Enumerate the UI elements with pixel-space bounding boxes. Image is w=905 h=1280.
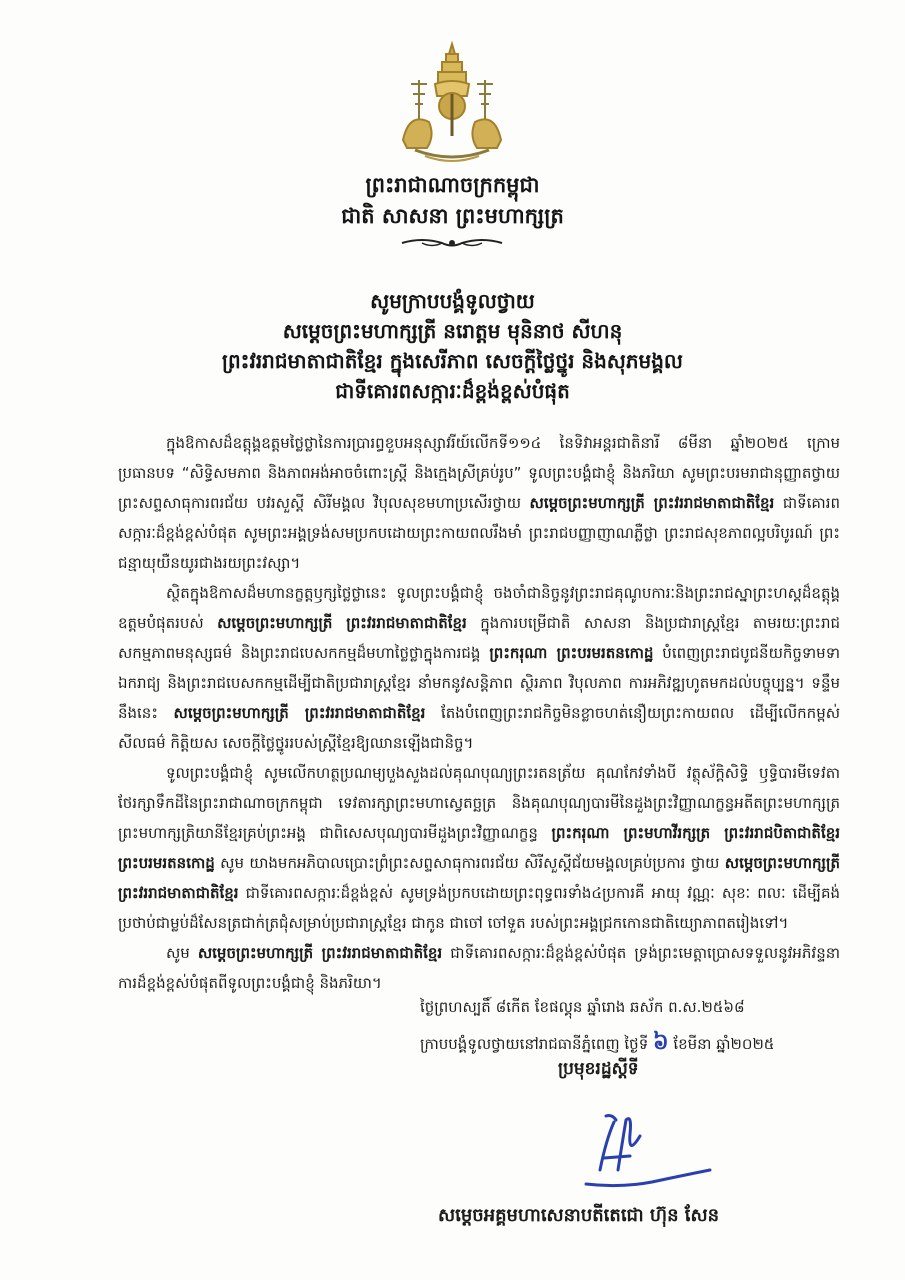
paragraph-3: ទូលព្រះបង្គំជាខ្ញុំ សូមលើកហត្ថប្រណម្យបួងសួងដល់គុណបុណ្យព្រះរតនត្រ័យ គុណកែវទាំងបី វត្ថុស័ក្តិសិទ្ធិ ឫទ្ធិបារមីទេវតាថែរក្សាទឹកដីនៃព្រះរាជាណាចក្រកម្ពុជា ទេវតារក្សាព្រះមហាស្វេតច្ឆត្រ និងគុណបុណ្យបារមីនៃដួងព្រះវិញ្ញាណក្ខន្ធអតីតព្រះមហាក្សត្រ ព្រះមហាក្សត្រិយានីខ្មែរគ្រប់ព្រះអង្គ ជាពិសេសបុណ្យបារមីដួងព្រះវិញ្ញាណក្ខន្ធ ព្រះករុណា ព្រះមហាវីរក្សត្រ ព្រះវររាជបិតាជាតិខ្មែរ ព្រះបរមរតនកោដ្ឋ សូម យាងមកអភិបាលប្រោះព្រំព្រះសព្ទសាធុការពរជ័យ សិរីសួស្តីជ័យមង្គលគ្រប់ប្រការ ថ្វាយ សម្តេចព្រះមហាក្សត្រី ព្រះវររាជមាតាជាតិខ្មែរ ជាទីគោរពសក្ការៈដ៏ខ្ពង់ខ្ពស់ សូមទ្រង់ប្រកបដោយព្រះពុទ្ធពរទាំង៤ប្រការគឺ អាយុ វណ្ណៈ សុខៈ ពលៈ ដើម្បីគង់ប្រថាប់ជាម្លប់ដ៏សែនត្រជាក់ត្រជុំសម្រាប់ប្រជារាស្ត្រខ្មែរ ជាកូន ជាចៅ ចៅទួត របស់ព្រះអង្គជ្រកកោនជាតិយ្យោភាពតរៀងទៅ។ [118, 764, 840, 932]
signature-icon [560, 1100, 740, 1190]
place-and-date: ក្រាបបង្គំទូលថ្វាយនៅរាជធានីភ្នំពេញ ថ្ងៃទី ៦ ខែមីនា ឆ្នាំ២០២៥ [420, 1029, 775, 1055]
letter-body [118, 428, 840, 998]
salutation-line: សូមក្រាបបង្គំទូលថ្វាយ [370, 289, 535, 313]
paragraph-2: ស្ថិតក្នុងឱកាសដ៏មហានក្ខត្តឫក្សថ្លៃថ្លានេះ ទូលព្រះបង្គំជាខ្ញុំ ចងចាំជានិច្ចនូវព្រះរាជគុណូបការៈនិងព្រះរាជស្នាព្រះហស្តដ៏ឧត្តុង្គឧត្តមបំផុតរបស់ សម្តេចព្រះមហាក្សត្រី ព្រះវររាជមាតាជាតិខ្មែរ ក្នុងការបម្រើជាតិ សាសនា និងប្រជារាស្ត្រខ្មែរ តាមរយៈព្រះរាជសកម្មភាពមនុស្សធម៌ និងព្រះរាជបេសកកម្មដ៏មហាថ្លៃថ្លាក្នុងការជង្គ ព្រះករុណា ព្រះបរមរតនកោដ្ឋ បំពេញព្រះរាជបូជនីយកិច្ចទាមទាឯករាជ្យ និងព្រះរាជបេសកកម្មដើម្បីជាតិប្រជារាស្ត្រខ្មែរ នាំមកនូវសន្តិភាព ស្ថិរភាព វិបុលភាព ការអភិវឌ្ឍហូតមកដល់បច្ចុប្បន្ន។ ទន្ទឹមនឹងនេះ សម្តេចព្រះមហាក្សត្រី ព្រះវររាជមាតាជាតិខ្មែរ តែងបំពេញព្រះរាជកិច្ចមិនខ្លាចហត់នឿយព្រះកាយពល ដើម្បីលើកកម្ពស់សីលធម៌ កិត្តិយស សេចក្តីថ្លៃថ្នូររបស់ស្ត្រីខ្មែរឱ្យឈានឡើងជានិច្ច។ [118, 584, 841, 752]
tachteing-ornament-icon [392, 236, 512, 250]
royal-emblem-icon [395, 40, 510, 165]
paragraph-1: ក្នុងឱកាសដ៏ឧត្តុង្គឧត្តមថ្លៃថ្លានៃការប្រារព្ធខួបអនុស្សាវរីយ៍លើកទី១១៤ នៃទិវាអន្តរជាតិនារី ៨មីនា ឆ្នាំ២០២៥ ក្រោមប្រធានបទ “សិទ្ធិសមភាព និងភាពអង់អាចចំពោះស្ត្រី និងក្មេងស្រីគ្រប់រូប” ទូលព្រះបង្គំជាខ្ញុំ និងភរិយា សូមព្រះបរមរាជានុញ្ញាតថ្វាយព្រះសព្ទសាធុការពរជ័យ បវរសួស្តី សិរីមង្គល វិបុលសុខមហាប្រសើរថ្វាយ សម្តេចព្រះមហាក្សត្រី ព្រះវររាជមាតាជាតិខ្មែរ ជាទីគោរពសក្ការៈដ៏ខ្ពង់ខ្ពស់បំផុត សូមព្រះអង្គទ្រង់សមប្រកបដោយព្រះកាយពលរឹងមាំ ព្រះរាជបញ្ញាញាណភ្លឺថ្លា ព្រះរាជសុខភាពល្អបរិបូរណ៍ ព្រះជន្មាយុយឺនយូរជាងរយព្រះវស្សា។ [118, 434, 840, 572]
paragraph-4: សូម សម្តេចព្រះមហាក្សត្រី ព្រះវររាជមាតាជាតិខ្មែរ ជាទីគោរពសក្ការៈដ៏ខ្ពង់ខ្ពស់បំផុត ទ្រង់ព្រះមេត្តាប្រោសទទួលនូវអភិវន្ទនាការដ៏ខ្ពង់ខ្ពស់បំផុតពីទូលព្រះបង្គំជាខ្ញុំ និងភរិយា។ [118, 944, 840, 992]
signer-name: សម្តេចអគ្គមហាសេនាបតីតេជោ ហ៊ុន សែន [438, 1205, 720, 1226]
kingdom-name: ព្រះរាជាណាចក្រកម្ពុជា [365, 173, 540, 197]
signer-position: ប្រមុខរដ្ឋស្តីទី [558, 1059, 639, 1079]
lunar-date: ថ្ងៃព្រហស្បតិ៍ ៨កើត ខែផល្គុន ឆ្នាំរោង ឆស័ក ព.ស.២៥៦៨ [420, 998, 745, 1016]
addressee-name: សម្តេចព្រះមហាក្សត្រី នរោត្តម មុនិនាថ សីហនុ [282, 319, 623, 343]
addressee-title: ព្រះវររាជមាតាជាតិខ្មែរ ក្នុងសេរីភាព សេចក្តីថ្លៃថ្នូរ និងសុភមង្គល [222, 349, 683, 373]
handwritten-day: ៦ [653, 1029, 669, 1055]
addressee-honorific: ជាទីគោរពសក្ការៈដ៏ខ្ពង់ខ្ពស់បំផុត [335, 379, 570, 403]
kingdom-motto: ជាតិ សាសនា ព្រះមហាក្សត្រ [341, 204, 564, 228]
